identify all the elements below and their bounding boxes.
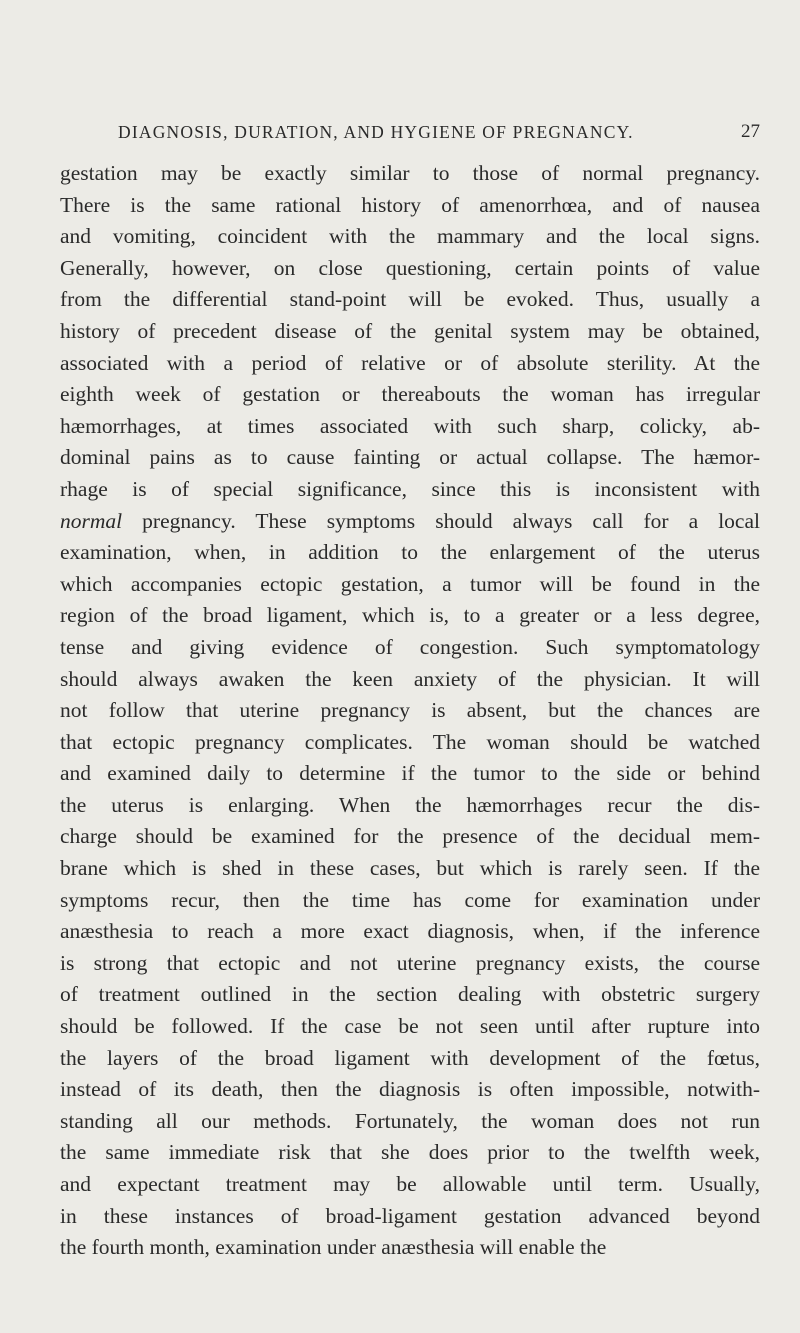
line-text: history of precedent disease of the genital system may be obtained, bbox=[60, 318, 760, 343]
text-line bbox=[60, 379, 760, 411]
text-line bbox=[60, 632, 760, 664]
text-line bbox=[60, 727, 760, 759]
line-text: is strong that ectopic and not uterine pregnancy exists, the course bbox=[60, 950, 760, 975]
line-text: brane which is shed in these cases, but which is rarely seen. If the bbox=[60, 856, 760, 881]
line-text: dominal pains as to cause fainting or actual collapse. The hæmor- bbox=[60, 445, 760, 470]
line-text: the uterus is enlarging. When the hæmorrhages recur the dis- bbox=[60, 792, 760, 817]
line-text: which accompanies ectopic gestation, a tumor will be found in the bbox=[60, 571, 760, 596]
text-line bbox=[60, 569, 760, 601]
line-text: examination, when, in addition to the enlargement of the uterus bbox=[60, 540, 760, 565]
line-text: and examined daily to determine if the tumor to the side or behind bbox=[60, 761, 760, 786]
line-text: in these instances of broad-ligament gestation advanced beyond bbox=[60, 1203, 760, 1228]
text-line bbox=[60, 695, 760, 727]
line-text: charge should be examined for the presence of the decidual mem- bbox=[60, 824, 760, 849]
text-line bbox=[60, 474, 760, 506]
line-text: symptoms recur, then the time has come for examination under bbox=[60, 887, 760, 912]
italic-word: normal bbox=[60, 508, 123, 533]
text-line bbox=[60, 664, 760, 696]
text-line bbox=[60, 158, 760, 190]
text-line bbox=[60, 948, 760, 980]
line-text: not follow that uterine pregnancy is absent, but the chances are bbox=[60, 698, 760, 723]
text-line bbox=[60, 348, 760, 380]
text-line bbox=[60, 821, 760, 853]
text-line bbox=[60, 316, 760, 348]
line-text: associated with a period of relative or of absolute sterility. At the bbox=[60, 350, 760, 375]
text-line bbox=[60, 1232, 760, 1264]
body-text bbox=[60, 158, 760, 1264]
line-text: the same immediate risk that she does prior to the twelfth week, bbox=[60, 1140, 760, 1165]
text-line bbox=[60, 284, 760, 316]
text-line bbox=[60, 600, 760, 632]
line-text: of treatment outlined in the section dealing with obstetric surgery bbox=[60, 982, 760, 1007]
text-line bbox=[60, 1169, 760, 1201]
running-head-title: DIAGNOSIS, DURATION, AND HYGIENE OF PREGNANCY. bbox=[118, 122, 634, 142]
line-text: standing all our methods. Fortunately, the woman does not run bbox=[60, 1108, 760, 1133]
line-text: that ectopic pregnancy complicates. The woman should be watched bbox=[60, 729, 760, 754]
text-line bbox=[60, 758, 760, 790]
line-text: gestation may be exactly similar to those of normal pregnancy. bbox=[60, 161, 760, 185]
line-text: eighth week of gestation or thereabouts the woman has irregular bbox=[60, 382, 760, 407]
line-text: rhage is of special significance, since this is inconsistent with bbox=[60, 476, 760, 501]
text-line bbox=[60, 253, 760, 285]
text-line bbox=[60, 1011, 760, 1043]
line-text: region of the broad ligament, which is, to a greater or a less degree, bbox=[60, 603, 760, 628]
text-line bbox=[60, 1043, 760, 1075]
text-line bbox=[60, 442, 760, 474]
text-line bbox=[60, 1201, 760, 1233]
page-number: 27 bbox=[741, 121, 760, 142]
text-line bbox=[60, 537, 760, 569]
line-text: the layers of the broad ligament with development of the fœtus, bbox=[60, 1045, 760, 1070]
text-line bbox=[60, 1074, 760, 1106]
text-line bbox=[60, 190, 760, 222]
line-text: There is the same rational history of amenorrhœa, and of nausea bbox=[60, 192, 760, 217]
running-header bbox=[60, 116, 760, 148]
line-text: tense and giving evidence of congestion. Such symptomatology bbox=[60, 634, 760, 659]
text-line bbox=[60, 979, 760, 1011]
text-line bbox=[60, 506, 760, 538]
text-line bbox=[60, 853, 760, 885]
line-text: from the differential stand-point will be evoked. Thus, usually a bbox=[60, 287, 760, 312]
line-text: should be followed. If the case be not seen until after rupture into bbox=[60, 1014, 760, 1039]
line-text: should always awaken the keen anxiety of the physician. It will bbox=[60, 666, 760, 691]
text-line bbox=[60, 411, 760, 443]
text-line bbox=[60, 885, 760, 917]
text-line bbox=[60, 916, 760, 948]
line-text: instead of its death, then the diagnosis is often impossible, notwith- bbox=[60, 1077, 760, 1102]
line-text: Generally, however, on close questioning, certain points of value bbox=[60, 255, 760, 280]
text-line bbox=[60, 790, 760, 822]
line-text: and vomiting, coincident with the mammary and the local signs. bbox=[60, 224, 760, 249]
line-text: the fourth month, examination under anæsthesia will enable the bbox=[60, 1235, 607, 1260]
line-text: pregnancy. These symptoms should always call for a local bbox=[122, 508, 760, 533]
line-text: anæsthesia to reach a more exact diagnosis, when, if the inference bbox=[60, 919, 760, 944]
text-line bbox=[60, 221, 760, 253]
text-line bbox=[60, 1106, 760, 1138]
line-text: and expectant treatment may be allowable until term. Usually, bbox=[60, 1172, 760, 1196]
text-line bbox=[60, 1137, 760, 1169]
line-text: hæmorrhages, at times associated with such sharp, colicky, ab- bbox=[60, 413, 760, 438]
